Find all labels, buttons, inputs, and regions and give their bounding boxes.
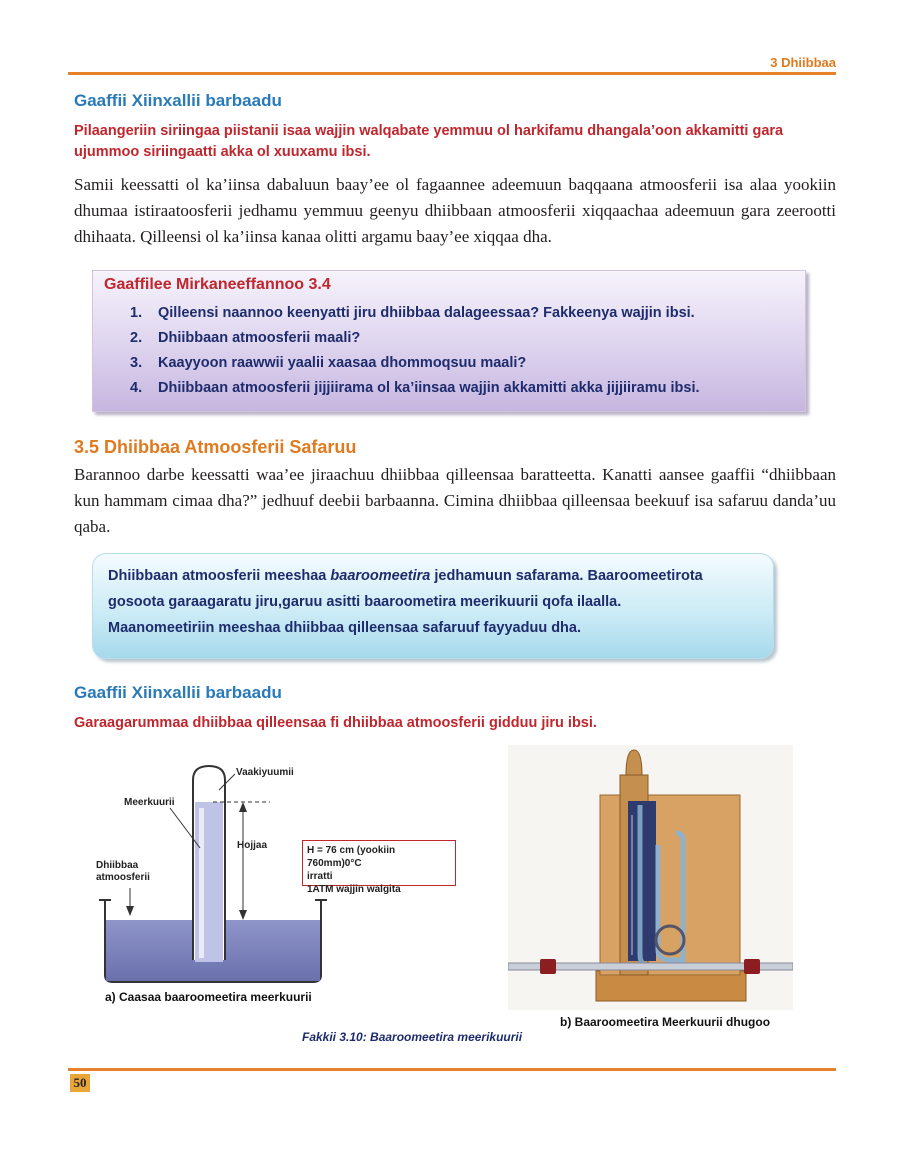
analysis-question-1: Pilaangeriin siriingaa piistanii isaa wajjin walqabate yemmuu ol harkifamu dhangala’oon akkamitti gara ujummoo siriingaatti akka ol xuuxamu ibsi. [74,123,784,160]
review-questions-title: Gaaffilee Mirkaneeffannoo 3.4 [104,276,331,293]
info-line-2: gosoota garaagaratu jiru,garuu asitti baaroometira meerikuurii qofa ilaalla. [108,594,622,610]
info-box-text [108,563,758,641]
running-head: 3 Dhiibbaa [770,55,836,70]
label-mercury: Meerkuurii [124,797,175,808]
caption-b: b) Baaroomeetira Meerkuurii dhugoo [560,1015,771,1029]
analysis-question-2: Garaagarummaa dhiibbaa qilleensaa fi dhiibbaa atmoosferii gidduu jiru ibsi. [74,715,597,731]
review-question: 4. Dhiibbaan atmoosferii jijjiirama ol ka’iinsaa wajjin akkamitti akka jijjiiramu ibsi. [130,380,700,396]
review-questions-list [130,303,700,403]
header-rule [68,72,836,75]
paragraph-measuring: Barannoo darbe keessatti waa’ee jiraachuu dhiibbaa qilleensaa baratteetta. Kanatti aansee gaaffii “dhiibbaan kun hammam cimaa dha?” jedhuuf deebii barbaanna. Cimina dhiibbaa qilleensaa beekuuf isa safaruu danda’uu qaba. [74,465,836,536]
section-heading-3-5: 3.5 Dhiibbaa Atmoosferii Safaruu [74,437,357,457]
review-question: 1. Qilleensi naannoo keenyatti jiru dhiibbaa dalageessaa? Fakkeenya wajjin ibsi. [130,305,695,321]
label-height: Hojjaa [237,840,268,851]
section-heading-analysis-1: Gaaffii Xiinxallii barbaadu [74,91,282,110]
review-question: 3. Kaayyoon raawwii yaalii xaasaa dhommoqsuu maali? [130,355,527,371]
page-number: 50 [70,1074,90,1092]
figure-caption: Fakkii 3.10: Baaroomeetira meerikuurii [302,1030,523,1044]
height-note-box: H = 76 cm (yookiin 760mm)0°C irratti 1ATM wajjin walgita [302,840,456,886]
label-vacuum: Vaakiyuumii [236,767,294,778]
info-line-3: Maanomeetiriin meeshaa dhiibbaa qilleensaa safaruuf fayyaduu dha. [108,620,582,636]
label-atmospheric-pressure: Dhiibbaa atmoosferii [96,860,150,883]
footer-rule [68,1068,836,1071]
real-barometer-illustration [508,745,793,1010]
paragraph-atmosphere: Samii keessatti ol ka’iinsa dabaluun baay’ee ol fagaannee adeemuun baqqaana atmoosferii isa alaa yookiin dhumaa istiraatoosferii jedhamu yemmuu geenyu dhiibbaan atmoosferii xiqqaachaa adeemuun gara zeerootti dhihaata. Qilleensi ol ka’iinsa kanaa olitti argamu baay’ee xiqqaa dha. [74,175,836,246]
review-question: 2. Dhiibbaan atmoosferii maali? [130,330,361,346]
section-heading-analysis-2: Gaaffii Xiinxallii barbaadu [74,683,282,702]
caption-a: a) Caasaa baaroomeetira meerkuurii [105,990,312,1004]
info-line-1: Dhiibbaan atmoosferii meeshaa baaroomeetira jedhamuun safarama. Baaroomeetirota [108,568,703,584]
